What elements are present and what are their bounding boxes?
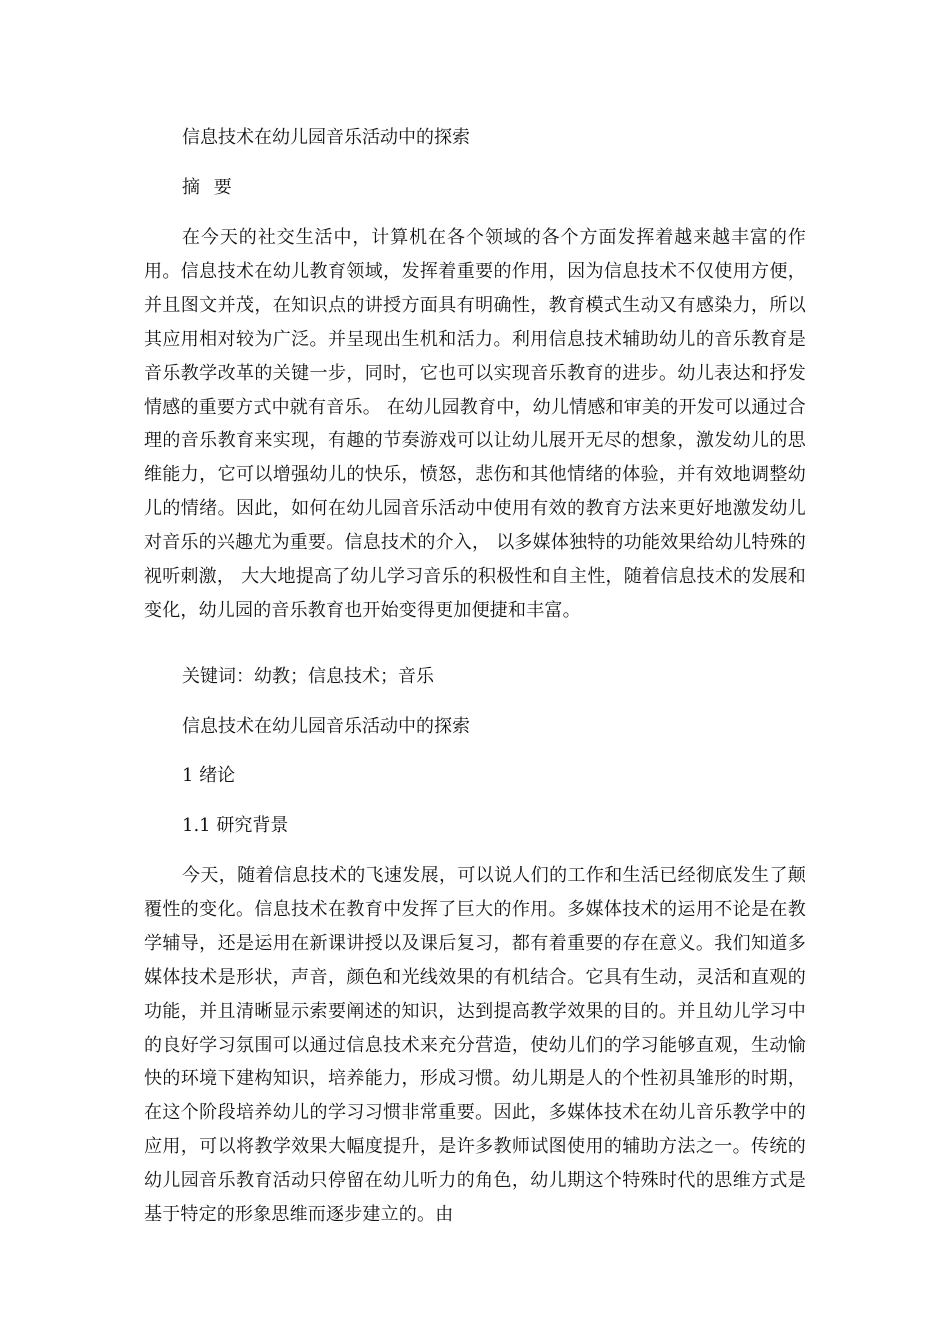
section-heading-1: 1 绪论 (182, 765, 236, 786)
abstract-body: 在今天的社交生活中，计算机在各个领域的各个方面发挥着越来越丰富的作用。信息技术在幼儿教育领域，发挥着重要的作用，因为信息技术不仅使用方便，并且图文并茂，在知识点的讲授方面具有明确性，教育模式生动又有感染力，所以其应用相对较为广泛。并呈现出生机和活力。利用信息技术辅助幼儿的音乐教育是音乐教学改革的关键一步，同时，它也可以实现音乐教育的进步。幼儿表达和抒发情感的重要方式中就有音乐。 在幼儿园教育中，幼儿情感和审美的开发可以通过合理的音乐教育来实现，有趣的节奏游戏可以让幼儿展开无尽的想象，激发幼儿的思维能力，它可以增强幼儿的快乐，愤怒，悲伤和其他情绪的体验，并有效地调整幼儿的情绪。因此，如何在幼儿园音乐活动中使用有效的教育方法来更好地激发幼儿对音乐的兴趣尤为重要。信息技术的介入， 以多媒体独特的功能效果给幼儿特殊的视听刺激， 大大地提高了幼儿学习音乐的积极性和自主性，随着信息技术的发展和变化，幼儿园的音乐教育也开始变得更加便捷和丰富。 (144, 227, 806, 621)
body-title: 信息技术在幼儿园音乐活动中的探索 (182, 716, 470, 737)
document-title: 信息技术在幼儿园音乐活动中的探索 (182, 127, 470, 148)
section-heading-1-1: 1.1 研究背景 (182, 815, 289, 836)
section-1-1-body: 今天，随着信息技术的飞速发展，可以说人们的工作和生活已经彻底发生了颠覆性的变化。信息技术在教育中发挥了巨大的作用。多媒体技术的运用不论是在教学辅导，还是运用在新课讲授以及课后复习，都有着重要的存在意义。我们知道多媒体技术是形状，声音，颜色和光线效果的有机结合。它具有生动，灵活和直观的功能，并且清晰显示索要阐述的知识，达到提高教学效果的目的。并且幼儿学习中的良好学习氛围可以通过信息技术来充分营造，使幼儿们的学习能够直观，生动愉快的环境下建构知识，培养能力，形成习惯。幼儿期是人的个性初具雏形的时期，在这个阶段培养幼儿的学习习惯非常重要。因此，多媒体技术在幼儿音乐教学中的应用，可以将教学效果大幅度提升，是许多教师试图使用的辅助方法之一。传统的幼儿园音乐教育活动只停留在幼儿听力的角色，幼儿期这个特殊时代的思维方式是基于特定的形象思维而逐步建立的。由 (144, 865, 806, 1226)
keywords: 关键词：幼教；信息技术；音乐 (182, 666, 434, 687)
abstract-heading: 摘 要 (182, 177, 232, 198)
